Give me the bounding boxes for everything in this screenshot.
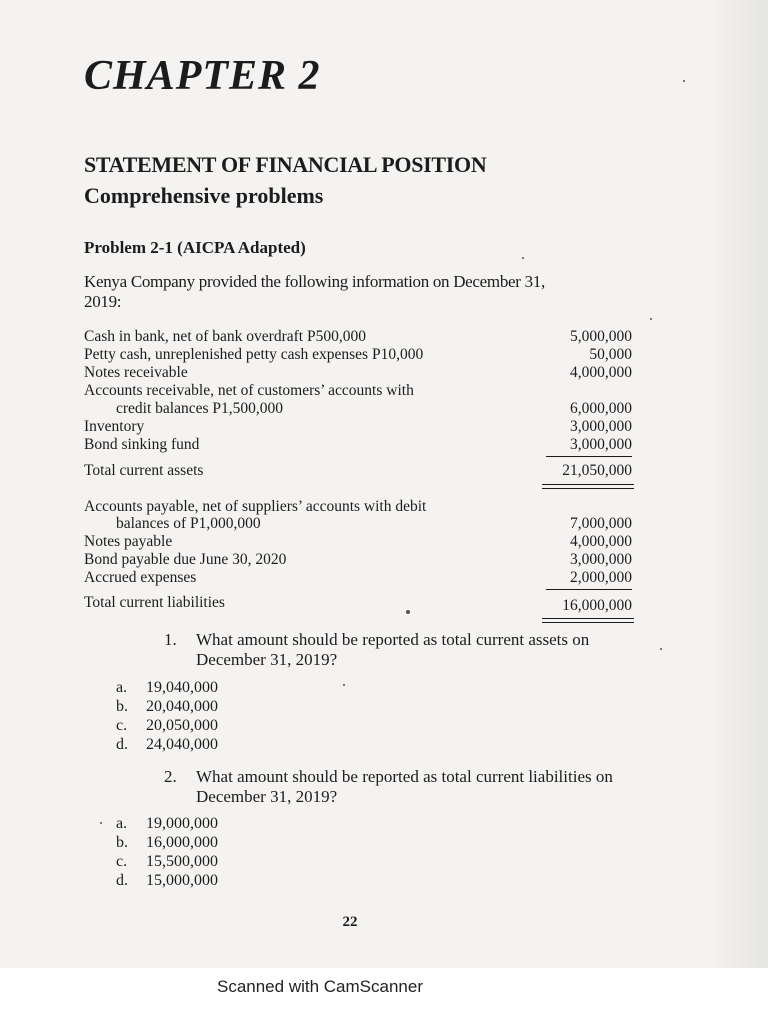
double-rule-top [542,618,634,619]
asset-row-amount: 5,000,000 [570,328,632,345]
asset-row-label: Bond sinking fund [84,436,200,453]
liability-row-label: balances of P1,000,000 [116,515,261,532]
answer-choice [116,717,218,735]
asset-row-amount: 3,000,000 [570,436,632,453]
asset-row-label: credit balances P1,500,000 [116,400,284,417]
liability-row-label: Notes payable [84,533,173,550]
scan-speck [522,257,524,259]
scan-speck [406,610,410,614]
choice-letter: d. [116,736,128,753]
scan-speck [660,648,662,650]
liability-row-label: Accounts payable, net of suppliers’ accounts with debit [84,498,427,515]
intro-line: 2019: [84,292,122,311]
liability-row-label: Bond payable due June 30, 2020 [84,551,287,568]
chapter-title: CHAPTER 2 [84,53,321,99]
question-line: What amount should be reported as total current liabilities on [196,767,613,786]
problem-title: Problem 2-1 (AICPA Adapted) [84,238,306,257]
question-line: December 31, 2019? [196,650,338,669]
section-subtitle: Comprehensive problems [84,183,324,208]
choice-letter: c. [116,853,128,870]
choice-value: 16,000,000 [146,834,218,851]
answer-choice [116,815,218,833]
answer-choice [116,679,218,697]
subtotal-rule [546,589,632,590]
asset-row-label: Inventory [84,418,145,435]
double-rule-bottom [542,488,634,489]
choice-value: 19,040,000 [146,679,218,696]
choice-letter: b. [116,698,128,715]
section-title: STATEMENT OF FINANCIAL POSITION [84,152,487,177]
answer-choice [116,872,218,890]
asset-row-label: Petty cash, unreplenished petty cash expenses P10,000 [84,346,424,363]
choice-value: 24,040,000 [146,736,218,753]
total-assets-amount: 21,050,000 [562,462,632,479]
choice-value: 15,500,000 [146,853,218,870]
scan-speck [683,80,685,82]
choice-letter: b. [116,834,128,851]
total-assets-label: Total current assets [84,462,204,479]
scan-speck [343,684,345,686]
choice-letter: a. [116,679,128,696]
page-edge-shadow [708,0,768,1024]
question-number: 2. [164,767,177,786]
question-stem [82,767,642,807]
asset-row-label: Accounts receivable, net of customers’ accounts with [84,382,414,399]
choice-letter: d. [116,872,128,889]
liability-row-label: Accrued expenses [84,569,197,586]
asset-row-amount: 6,000,000 [570,400,632,417]
total-liabilities-amount: 16,000,000 [562,597,632,614]
scanner-watermark: Scanned with CamScanner [216,977,423,996]
choice-value: 19,000,000 [146,815,218,832]
choice-value: 15,000,000 [146,872,218,889]
answer-choice [116,736,218,754]
liability-row-amount: 4,000,000 [570,533,632,550]
question-number: 1. [164,630,177,649]
choice-value: 20,050,000 [146,717,218,734]
choice-letter: a. [116,815,128,832]
scan-speck [650,318,652,320]
question-stem [82,630,642,670]
asset-row-amount: 50,000 [589,346,632,363]
intro-line: Kenya Company provided the following information on December 31, [84,272,545,291]
answer-choice [116,853,218,871]
question-line: What amount should be reported as total current assets on [196,630,590,649]
asset-row-label: Notes receivable [84,364,188,381]
question-line: December 31, 2019? [196,787,338,806]
scan-speck [100,822,102,824]
asset-row-label: Cash in bank, net of bank overdraft P500,000 [84,328,366,345]
liability-row-amount: 3,000,000 [570,551,632,568]
liability-row-amount: 7,000,000 [570,515,632,532]
problem-intro [84,272,545,312]
liability-row-amount: 2,000,000 [570,569,632,586]
subtotal-rule [546,456,632,457]
choice-letter: c. [116,717,128,734]
double-rule-top [542,484,634,485]
total-liabilities-label: Total current liabilities [84,594,225,611]
asset-row-amount: 3,000,000 [570,418,632,435]
answer-choice [116,834,218,852]
answer-choice [116,698,218,716]
page-number: 22 [342,914,358,930]
double-rule-bottom [542,622,634,623]
asset-row-amount: 4,000,000 [570,364,632,381]
choice-value: 20,040,000 [146,698,218,715]
